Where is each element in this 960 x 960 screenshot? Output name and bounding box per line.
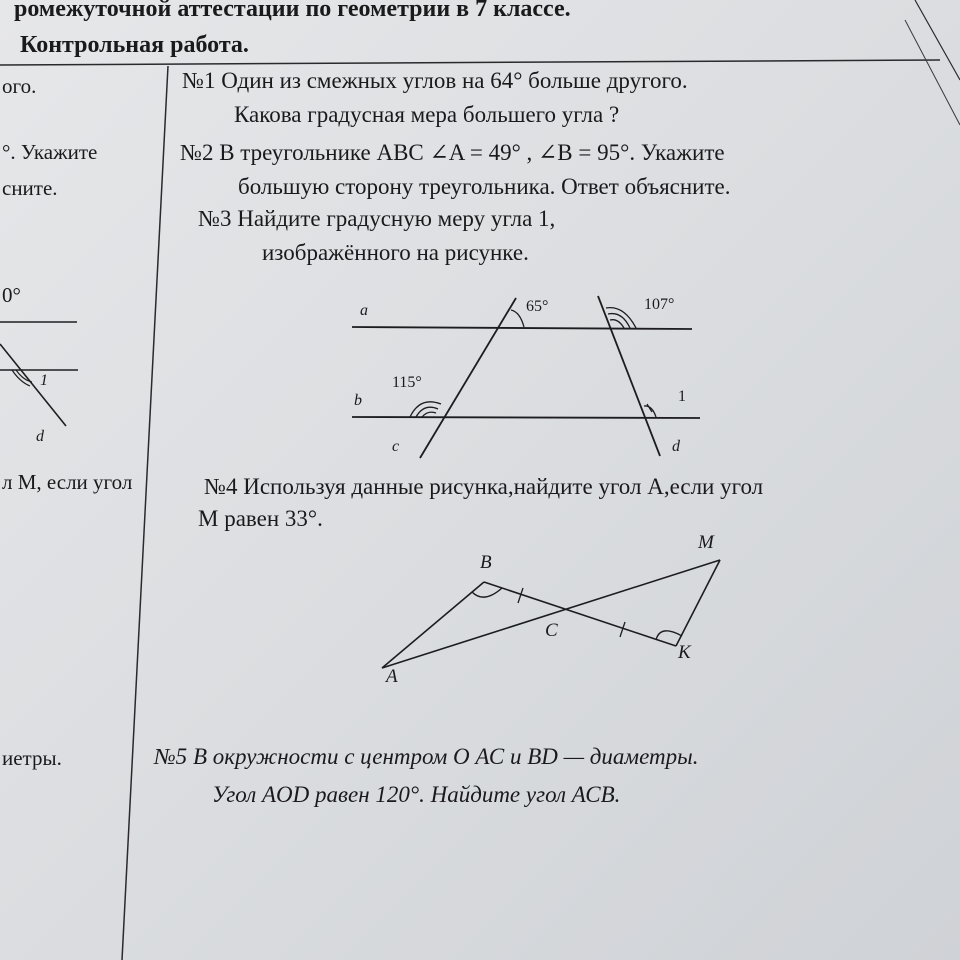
left-fragment-4: л М, если угол bbox=[2, 470, 133, 494]
problem-3-line-1: Найдите градусную меру угла 1, bbox=[237, 206, 556, 231]
problem-3-line-2: изображённого на рисунке. bbox=[262, 240, 529, 265]
left-fragment-5: иетры. bbox=[2, 746, 62, 770]
point-C-label: C bbox=[545, 620, 558, 641]
problem-1-line-2: Какова градусная мера большего угла ? bbox=[234, 102, 620, 127]
angle-115-label: 115° bbox=[392, 374, 422, 391]
line-a-label: a bbox=[360, 302, 368, 319]
problem-5-line-1: В окружности с центром О АС и BD — диаметры. bbox=[192, 744, 699, 769]
left-fig-angle-label: 0° bbox=[2, 283, 21, 307]
problem-5-line-2: Угол AOD равен 120°. Найдите угол АСВ. bbox=[212, 782, 621, 807]
header-title: ромежуточной аттестации по геометрии в 7 классе. bbox=[14, 0, 571, 22]
left-fragment-1: ого. bbox=[2, 74, 37, 98]
problem-1-line-1: Один из смежных углов на 64° больше другого. bbox=[221, 68, 688, 93]
line-c-label: c bbox=[392, 438, 400, 455]
problem-2-number: №2 bbox=[180, 140, 214, 165]
header-subtitle: Контрольная работа. bbox=[20, 32, 249, 58]
problem-5 bbox=[154, 744, 698, 770]
problem-4-line-2: М равен 33°. bbox=[198, 506, 323, 531]
problem-4-line-1: Используя данные рисунка,найдите угол А,если угол bbox=[243, 474, 764, 499]
point-M-label: M bbox=[698, 532, 714, 553]
left-fragment-3: сните. bbox=[2, 176, 58, 200]
problem-4-number: №4 bbox=[204, 474, 238, 499]
angle-65-label: 65° bbox=[526, 298, 549, 315]
angle-B-arc bbox=[472, 588, 502, 597]
point-K-label: K bbox=[678, 642, 691, 663]
problem-2-line-2: большую сторону треугольника. Ответ объясните. bbox=[238, 174, 731, 199]
segment-AM bbox=[382, 560, 720, 668]
left-fragment-2: °. Укажите bbox=[2, 140, 98, 164]
problem-5-number: №5 bbox=[154, 744, 188, 769]
left-fig-line-d-label: d bbox=[36, 428, 44, 445]
segment-BK bbox=[484, 582, 676, 646]
angle-107-label: 107° bbox=[644, 296, 675, 313]
point-A-label: A bbox=[386, 666, 398, 687]
problem-2-line-1: В треугольнике АВС ∠A = 49° , ∠B = 95°. Укажите bbox=[219, 140, 725, 165]
problem-3-number: №3 bbox=[198, 206, 232, 231]
segment-AB bbox=[382, 582, 484, 668]
angle-1-label: 1 bbox=[678, 388, 686, 405]
line-d-label: d bbox=[672, 438, 680, 455]
left-fig-angle-1-label: 1 bbox=[40, 372, 48, 389]
problem-1-number: №1 bbox=[182, 68, 216, 93]
angle-K-arc bbox=[656, 631, 682, 640]
segment-MK bbox=[676, 560, 720, 646]
point-B-label: B bbox=[480, 552, 492, 573]
line-b-label: b bbox=[354, 392, 362, 409]
